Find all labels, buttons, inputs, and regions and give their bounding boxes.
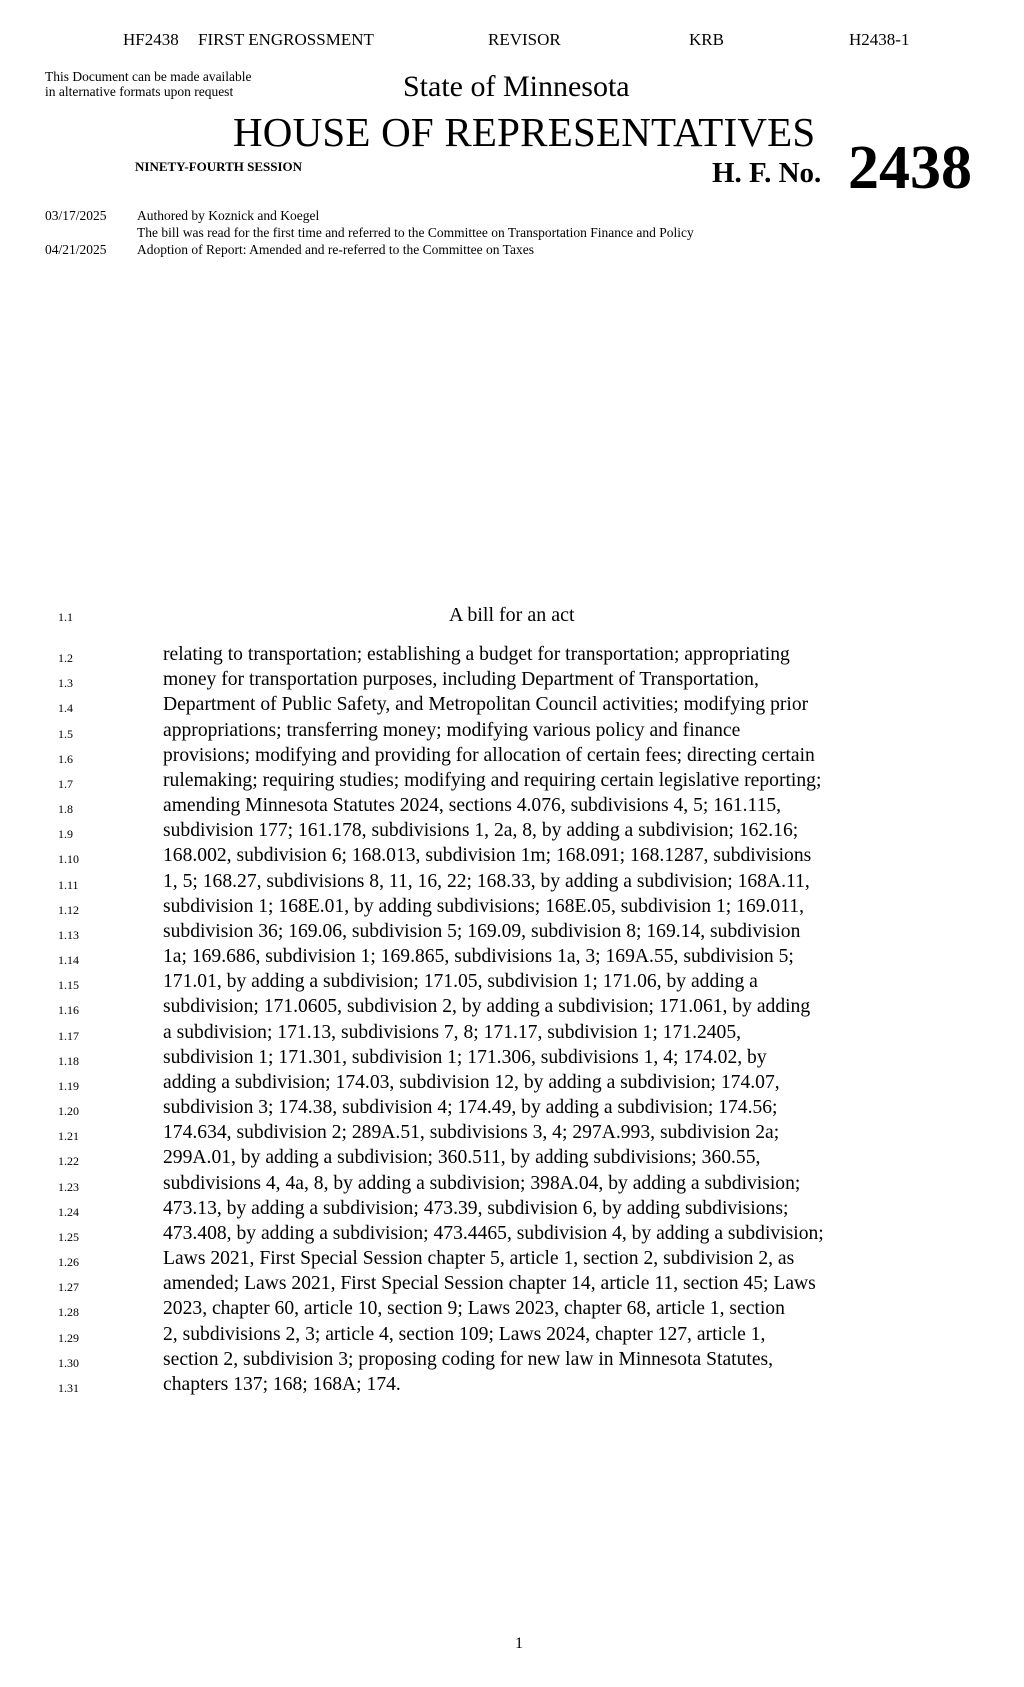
bill-line-text: 168.002, subdivision 6; 168.013, subdivision 1m; 168.091; 168.1287, subdivisions bbox=[163, 845, 812, 867]
bill-line-text: 1a; 169.686, subdivision 1; 169.865, subdivisions 1a, 3; 169A.55, subdivision 5; bbox=[163, 946, 794, 968]
line-number: 1.27 bbox=[58, 1280, 79, 1295]
action-date: 04/21/2025 bbox=[45, 242, 107, 257]
bill-line-text: subdivision 3; 174.38, subdivision 4; 174.49, by adding a subdivision; 174.56; bbox=[163, 1097, 778, 1119]
line-number: 1.7 bbox=[58, 776, 73, 791]
bill-line-text: 174.634, subdivision 2; 289A.51, subdivisions 3, 4; 297A.993, subdivision 2a; bbox=[163, 1122, 780, 1144]
bill-line-text: relating to transportation; establishing a budget for transportation; appropriating bbox=[163, 644, 790, 665]
bill-line-text: subdivision 36; 169.06, subdivision 5; 169.09, subdivision 8; 169.14, subdivision bbox=[163, 920, 801, 942]
line-number: 1.4 bbox=[58, 701, 73, 716]
bill-line-text: subdivision 1; 168E.01, by adding subdivisions; 168E.05, subdivision 1; 169.011, bbox=[163, 895, 804, 917]
availability-notice-line2: in alternative formats upon request bbox=[45, 84, 234, 99]
bill-line-text: 473.408, by adding a subdivision; 473.4465, subdivision 4, by adding a subdivision; bbox=[163, 1222, 824, 1244]
page-number: 1 bbox=[515, 1635, 523, 1652]
availability-notice-line1: This Document can be made available bbox=[45, 69, 252, 84]
bill-line-text: 1, 5; 168.27, subdivisions 8, 11, 16, 22; 168.33, by adding a subdivision; 168A.11, bbox=[163, 870, 810, 892]
action-date: 03/17/2025 bbox=[45, 208, 107, 223]
bill-number: 2438 bbox=[848, 134, 972, 202]
line-number: 1.2 bbox=[58, 651, 73, 665]
line-number: 1.3 bbox=[58, 676, 73, 691]
line-number: 1.20 bbox=[58, 1104, 79, 1119]
header-office: REVISOR bbox=[488, 30, 561, 49]
bill-line-text: subdivision 1; 171.301, subdivision 1; 171.306, subdivisions 1, 4; 174.02, by bbox=[163, 1046, 767, 1068]
line-number: 1.5 bbox=[58, 726, 73, 741]
line-number: 1.12 bbox=[58, 902, 79, 917]
action-text: Adoption of Report: Amended and re-referred to the Committee on Taxes bbox=[137, 242, 534, 257]
header-bill-id: HF2438 bbox=[123, 30, 179, 49]
hf-label: H. F. No. bbox=[712, 157, 822, 189]
state-name: State of Minnesota bbox=[403, 70, 630, 103]
bill-line-text: Laws 2021, First Special Session chapter 5, article 1, section 2, subdivision 2, as bbox=[163, 1248, 795, 1270]
line-number: 1.26 bbox=[58, 1255, 79, 1270]
bill-for-an-act: A bill for an act bbox=[449, 604, 575, 626]
bill-line-text: chapters 137; 168; 168A; 174. bbox=[163, 1373, 401, 1395]
line-number: 1.24 bbox=[58, 1204, 79, 1219]
line-number: 1.14 bbox=[58, 953, 79, 968]
bill-line-text: section 2, subdivision 3; proposing coding for new law in Minnesota Statutes, bbox=[163, 1348, 774, 1370]
line-number: 1.10 bbox=[58, 852, 79, 867]
bill-line-text: amending Minnesota Statutes 2024, sections 4.076, subdivisions 4, 5; 161.115, bbox=[163, 795, 782, 817]
line-number: 1.6 bbox=[58, 751, 73, 766]
bill-line-text: provisions; modifying and providing for allocation of certain fees; directing certain bbox=[163, 744, 815, 766]
line-number: 1.11 bbox=[58, 877, 79, 892]
line-number: 1.28 bbox=[58, 1305, 79, 1320]
line-number: 1.9 bbox=[58, 827, 73, 842]
bill-line-text: subdivision; 171.0605, subdivision 2, by adding a subdivision; 171.061, by adding bbox=[163, 996, 811, 1018]
bill-line-text: amended; Laws 2021, First Special Session chapter 14, article 11, section 45; Laws bbox=[163, 1273, 816, 1295]
line-number: 1.21 bbox=[58, 1129, 79, 1144]
line-number: 1.16 bbox=[58, 1003, 79, 1018]
line-number: 1.23 bbox=[58, 1179, 79, 1194]
bill-line-text: subdivision 177; 161.178, subdivisions 1, 2a, 8, by adding a subdivision; 162.16; bbox=[163, 820, 799, 842]
line-number: 1.30 bbox=[58, 1355, 79, 1370]
action-text: The bill was read for the first time and referred to the Committee on Transportation Finance and Policy bbox=[137, 225, 694, 240]
header-engrossment: FIRST ENGROSSMENT bbox=[198, 30, 374, 49]
line-number: 1.29 bbox=[58, 1330, 79, 1345]
line-number: 1.17 bbox=[58, 1028, 79, 1043]
session-label: NINETY-FOURTH SESSION bbox=[135, 159, 303, 174]
line-number: 1.18 bbox=[58, 1053, 79, 1068]
bill-line-text: subdivisions 4, 4a, 8, by adding a subdivision; 398A.04, by adding a subdivision; bbox=[163, 1172, 801, 1194]
bill-line-text: 2023, chapter 60, article 10, section 9; Laws 2023, chapter 68, article 1, section bbox=[163, 1298, 785, 1320]
chamber-title: HOUSE OF REPRESENTATIVES bbox=[233, 109, 816, 155]
bill-line-text: rulemaking; requiring studies; modifying and requiring certain legislative reporting; bbox=[163, 769, 822, 791]
bill-line-text: adding a subdivision; 174.03, subdivision 12, by adding a subdivision; 174.07, bbox=[163, 1071, 780, 1093]
header-initials: KRB bbox=[689, 30, 724, 49]
action-text: Authored by Koznick and Koegel bbox=[137, 208, 320, 223]
bill-line-text: 473.13, by adding a subdivision; 473.39, subdivision 6, by adding subdivisions; bbox=[163, 1197, 789, 1219]
bill-line-text: 171.01, by adding a subdivision; 171.05, subdivision 1; 171.06, by adding a bbox=[163, 971, 758, 993]
bill-line-text: 2, subdivisions 2, 3; article 4, section 109; Laws 2024, chapter 127, article 1, bbox=[163, 1323, 766, 1345]
bill-line-text: Department of Public Safety, and Metropolitan Council activities; modifying prior bbox=[163, 694, 809, 716]
bill-line-text: a subdivision; 171.13, subdivisions 7, 8; 171.17, subdivision 1; 171.2405, bbox=[163, 1021, 742, 1043]
bill-line-text: money for transportation purposes, including Department of Transportation, bbox=[163, 669, 759, 691]
line-number: 1.22 bbox=[58, 1154, 79, 1169]
line-number: 1.19 bbox=[58, 1078, 79, 1093]
header-doc-code: H2438-1 bbox=[849, 30, 910, 49]
line-number: 1.8 bbox=[58, 802, 73, 817]
bill-line-text: 299A.01, by adding a subdivision; 360.511, by adding subdivisions; 360.55, bbox=[163, 1147, 761, 1169]
line-number: 1.1 bbox=[58, 610, 73, 624]
line-number: 1.25 bbox=[58, 1229, 79, 1244]
bill-line-text: appropriations; transferring money; modifying various policy and finance bbox=[163, 719, 741, 741]
line-number: 1.15 bbox=[58, 978, 79, 993]
line-number: 1.13 bbox=[58, 927, 79, 942]
line-number: 1.31 bbox=[58, 1380, 79, 1395]
